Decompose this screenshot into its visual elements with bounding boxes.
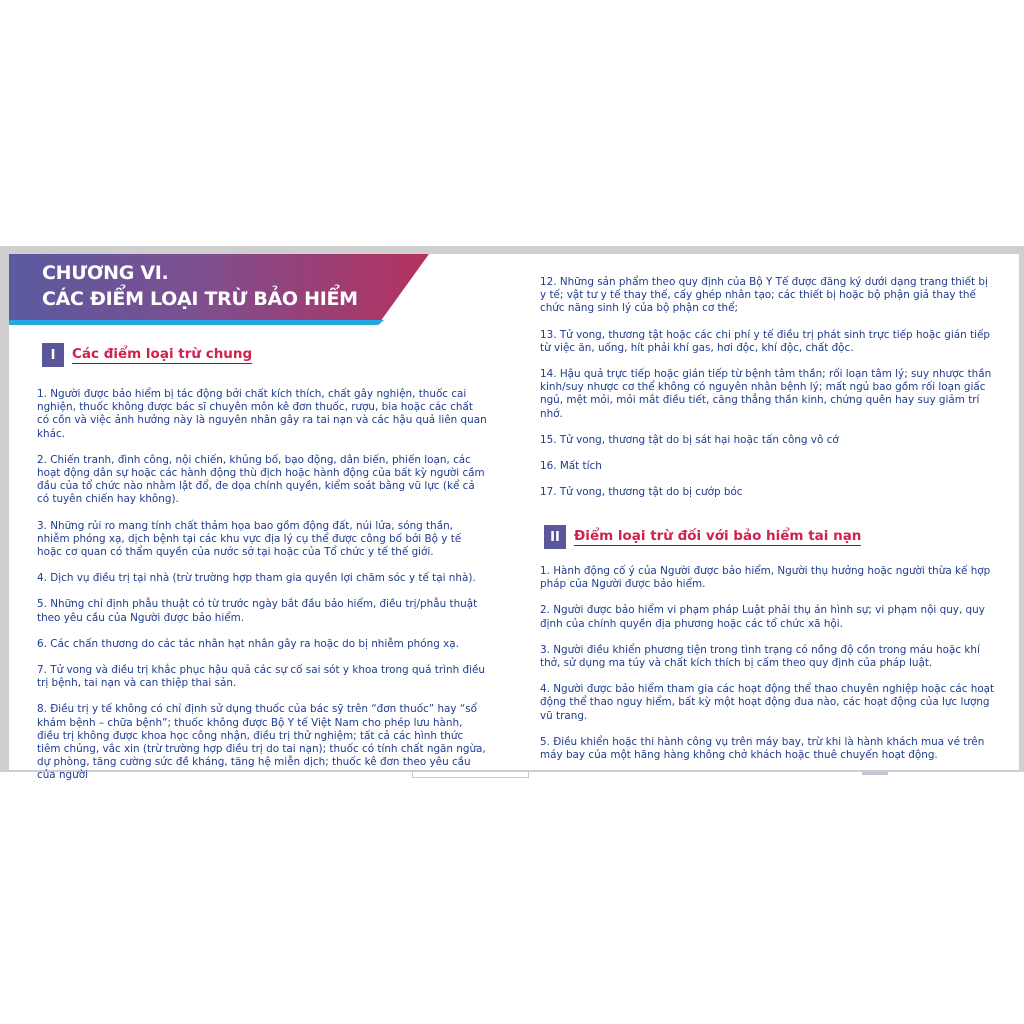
section-2-badge: II (544, 525, 566, 549)
section-2-heading (544, 525, 861, 549)
banner-accent-stripe (9, 320, 384, 325)
list-item: 5. Những chỉ định phẫu thuật có từ trước ngày bắt đầu bảo hiểm, điều trị/phẫu thuật theo yêu cầu của Người được bảo hiểm. (37, 598, 478, 624)
chapter-number: CHƯƠNG VI. (42, 262, 169, 284)
list-item: 7. Tử vong và điều trị khắc phục hậu quả các sự cố sai sót y khoa trong quá trình điều trị bệnh, tai nạn và can thiệp thai sản. (37, 664, 485, 690)
horizontal-scrollbar-thumb[interactable] (412, 771, 529, 778)
section-2-list (540, 565, 995, 775)
list-item: 14. Hậu quả trực tiếp hoặc gián tiếp từ bệnh tâm thần; rối loạn tâm lý; suy nhược thần kinh/suy nhược cơ thể không có nguyên nhân bệnh lý; mất ngủ bao gồm rối loạn giấc ngủ, mệt mỏi, mỏi mắt điều tiết, căng thẳng thần kinh, chứng quên hay suy giảm trí nhớ. (540, 368, 992, 420)
list-item: 17. Tử vong, thương tật do bị cướp bóc (540, 486, 743, 499)
chapter-title (42, 260, 358, 312)
section-1-title: Các điểm loại trừ chung (72, 346, 253, 362)
section-1-list-continued (540, 276, 995, 512)
list-item: 13. Tử vong, thương tật hoặc các chi phí y tế điều trị phát sinh trực tiếp hoặc gián tiếp từ việc ăn, uống, hít phải khí gas, hơi độc, khí độc, chất độc. (540, 328, 990, 354)
page-indicator-mark (862, 772, 888, 775)
list-item: 3. Những rủi ro mang tính chất thảm họa bao gồm động đất, núi lửa, sóng thần, nhiễm phóng xạ, dịch bệnh tại các khu vực địa lý cụ thể được công bố bởi Bộ y tế hoặc cơ quan có thẩm quyền của nước sở tại hoặc của Tổ chức y tế thế giới. (37, 519, 462, 559)
section-2-title: Điểm loại trừ đối với bảo hiểm tai nạn (574, 528, 862, 544)
list-item: 8. Điều trị y tế không có chỉ định sử dụng thuốc của bác sỹ trên “đơn thuốc” hay “sổ khám bệnh – chữa bệnh”; thuốc không được Bộ Y tế Việt Nam cho phép lưu hành, điều trị không được khoa học công nhận, điều trị thử nghiệm; tất cả các hình thức tiêm chủng, vắc xin (trừ trường hợp điều trị do tai nạn); thuốc có tính chất ngăn ngừa, dự phòng, tăng cường sức đề kháng, tăng hệ miễn dịch; thuốc kê đơn theo yêu cầu của người (37, 703, 486, 782)
list-item: 2. Người được bảo hiểm vi phạm pháp Luật phải thụ án hình sự; vi phạm nội quy, quy định của chính quyền địa phương hoặc các tổ chức xã hội. (540, 604, 985, 630)
list-item: 1. Hành động cố ý của Người được bảo hiểm, Người thụ hưởng hoặc người thừa kế hợp pháp của Người được bảo hiểm. (540, 565, 991, 591)
list-item: 4. Người được bảo hiểm tham gia các hoạt động thể thao chuyên nghiệp hoặc các hoạt động thể thao nguy hiểm, bất kỳ một hoạt động đua nào, các hoạt động của lực lượng vũ trang. (540, 683, 995, 722)
list-item: 3. Người điều khiển phương tiện trong tình trạng có nồng độ cồn trong máu hoặc khí thở, sử dụng ma túy và chất kích thích bị cấm theo quy định của pháp luật. (540, 643, 980, 670)
list-item: 4. Dịch vụ điều trị tại nhà (trừ trường hợp tham gia quyền lợi chăm sóc y tế tại nhà). (37, 572, 476, 585)
list-item: 1. Người được bảo hiểm bị tác động bởi chất kích thích, chất gây nghiện, thuốc cai nghiện, thuốc không được bác sĩ chuyên môn kê đơn thuốc, rượu, bia hoặc các chất có cồn và việc ảnh hưởng này là nguyên nhân gây ra tai nạn và các hậu quả liên quan khác. (37, 388, 487, 440)
list-item: 12. Những sản phẩm theo quy định của Bộ Y Tế được đăng ký dưới dạng trang thiết bị y tế; vật tư y tế thay thế, cấy ghép nhân tạo; các thiết bị hoặc bộ phận giả thay thế chức năng sinh lý của bộ phận cơ thể; (540, 276, 988, 315)
section-1-badge: I (42, 343, 64, 367)
list-item: 15. Tử vong, thương tật do bị sát hại hoặc tấn công vô cớ (540, 433, 839, 446)
list-item: 5. Điều khiển hoặc thi hành công vụ trên máy bay, trừ khi là hành khách mua vé trên máy bay của một hãng hàng không chở khách hoặc thuê chuyến hoạt động. (540, 735, 985, 762)
chapter-heading: CÁC ĐIỂM LOẠI TRỪ BẢO HIỂM (42, 288, 358, 310)
list-item: 2. Chiến tranh, đình công, nội chiến, khủng bố, bạo động, dân biến, phiến loạn, các hoạt động dân sự hoặc các hành động thù địch hoặc hành động của bất kỳ người cầm đầu của tổ chức nào nhằm lật đổ, đe dọa chính quyền, kiểm soát bằng vũ lực (kể cả có tuyên chiến hay không). (37, 453, 485, 506)
section-1-list (37, 388, 487, 796)
list-item: 16. Mất tích (540, 460, 602, 473)
section-1-heading (42, 343, 252, 367)
document-page (9, 254, 1019, 782)
list-item: 6. Các chấn thương do các tác nhân hạt nhân gây ra hoặc do bị nhiễm phóng xạ. (37, 637, 459, 650)
